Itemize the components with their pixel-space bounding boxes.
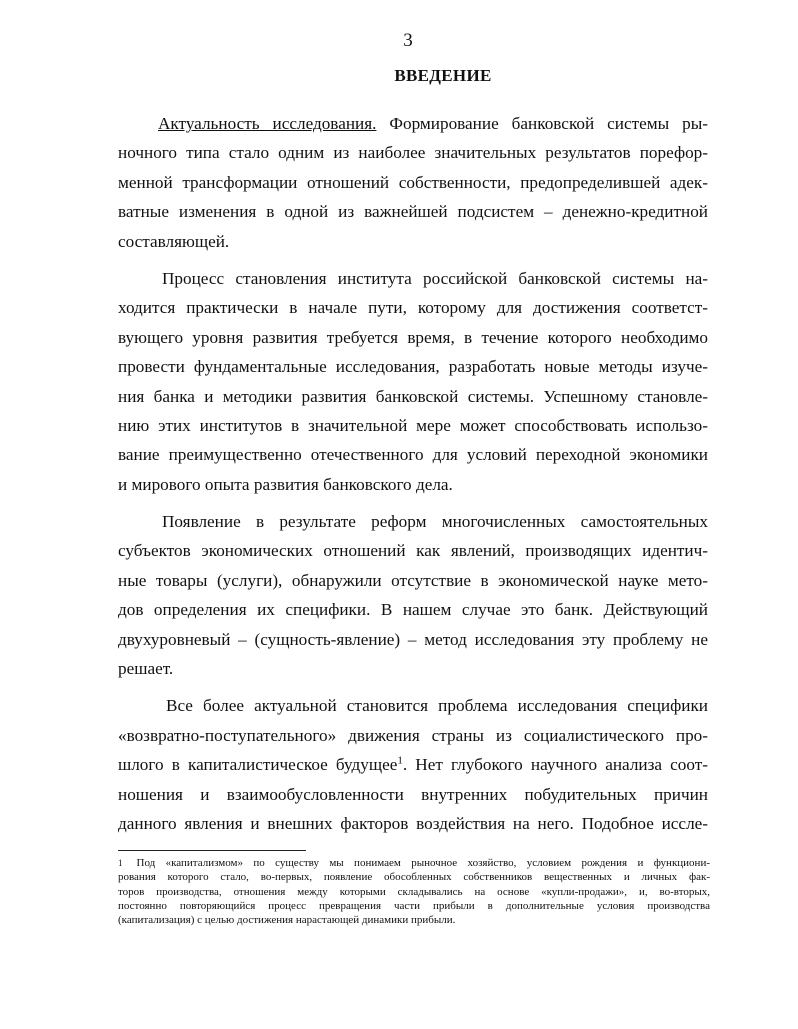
text-line: ходится практически в начале пути, которому для достижения соответст-: [118, 298, 708, 318]
text-line: ния банка и методики развития банковской системы. Успешному становле-: [118, 386, 708, 406]
text-line: ные товары (услуги), обнаружили отсутствие в экономической науке мето-: [118, 570, 708, 590]
text-line: данного явления и внешних факторов воздействия на него. Подобное иссле-: [118, 813, 708, 833]
text-line: Актуальность исследования. Формирование банковской системы ры-: [158, 114, 708, 133]
footnote-line: торов производства, отношения между которыми складывались на основе «купли-продажи», и, во-вторых,: [118, 885, 710, 898]
text-line: нию этих институтов в значительной мере может способствовать использо-: [118, 415, 708, 435]
paragraph-process: [118, 264, 708, 499]
text-line: шлого в капиталистическое будущее$^1$. Нет глубокого научного анализа соот-: [118, 754, 708, 775]
text-line: субъектов экономических отношений как явлений, производящих идентич-: [118, 541, 708, 561]
text-line: ночного типа стало одним из наиболее значительных результатов порефор-: [118, 143, 708, 163]
text-line: ношения и взаимообусловленности внутренних побудительных причин: [118, 784, 708, 804]
text-line: менной трансформации отношений собственности, предопределившей адек-: [118, 172, 708, 192]
footnote-divider: [118, 850, 306, 851]
text-line: двухуровневый – (сущность-явление) – метод исследования эту проблему не: [118, 629, 708, 649]
paragraph-reforms: [118, 507, 708, 683]
page-number: 3: [403, 30, 413, 51]
footnote-mark: 1: [118, 858, 123, 868]
text-line: «возвратно-поступательного» движения страны из социалистического про-: [118, 725, 708, 745]
text-line: Появление в результате реформ многочисленных самостоятельных: [162, 512, 708, 532]
footnote-line: рования которого стало, во-первых, появление обособленных собственников вещественных и личных фак-: [118, 871, 710, 884]
footnote-line: $^1$ Под «капитализмом» по существу мы понимаем рыночное хозяйство, условием рождения и функциони-: [118, 857, 710, 869]
footnote-line: (капитализация) с целью достижения нарастающей динамики прибыли.: [118, 914, 456, 927]
text-line: Все более актуальной становится проблема исследования специфики: [166, 696, 708, 716]
footnote-line: постоянно повторяющийся процесс превращения части прибыли в дополнительные условия производства: [118, 899, 710, 912]
text-line: вующего уровня развития требуется время, в течение которого необходимо: [118, 327, 708, 347]
paragraph-specifics: [118, 691, 708, 838]
text-line: составляющей.: [118, 231, 230, 251]
text-line: решает.: [118, 659, 174, 679]
paragraph-relevance: [118, 109, 708, 256]
text-line: провести фундаментальные исследования, разработать новые методы изуче-: [118, 357, 708, 377]
text-line: Процесс становления института российской банковской системы на-: [162, 268, 708, 288]
section-heading: ВВЕДЕНИЕ: [394, 66, 492, 85]
text-line: вание преимущественно отечественного для условий переходной экономики: [118, 445, 708, 465]
relevance-lead: Актуальность исследования.: [158, 114, 377, 133]
footnote-reference[interactable]: 1: [397, 754, 403, 767]
footnote: [118, 856, 710, 927]
text-line: и мирового опыта развития банковского дела.: [118, 474, 453, 494]
text-line: дов определения их специфики. В нашем случае это банк. Действующий: [118, 600, 708, 620]
body-text: [118, 109, 708, 846]
text-line: ватные изменения в одной из важнейшей подсистем – денежно-кредитной: [118, 202, 708, 222]
